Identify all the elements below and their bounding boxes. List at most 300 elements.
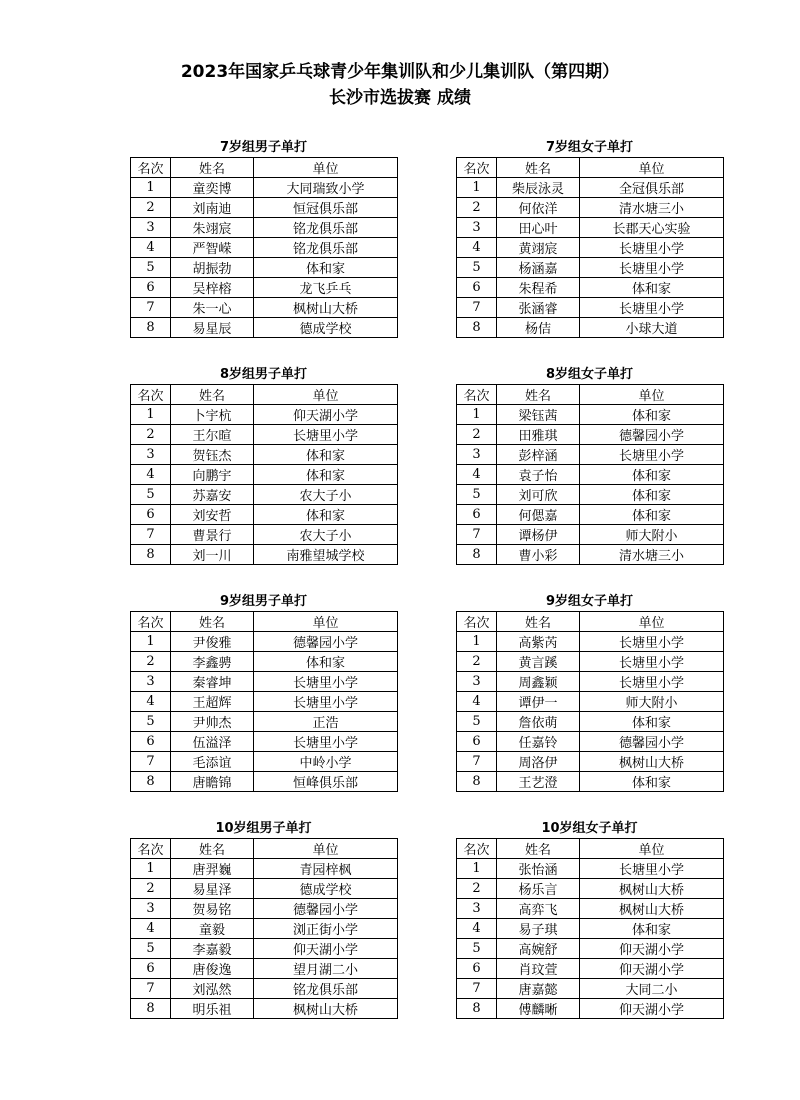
- rank-cell: 2: [457, 879, 497, 899]
- table-row: [457, 445, 724, 465]
- table-row: [131, 652, 398, 672]
- unit-cell: 长塘里小学: [254, 425, 398, 445]
- table-row: [131, 672, 398, 692]
- name-cell: 詹依萌: [497, 712, 580, 732]
- rank-cell: 4: [457, 692, 497, 712]
- unit-header: 单位: [254, 612, 398, 632]
- table-row: [131, 545, 398, 565]
- group-title: 10岁组男子单打: [215, 821, 312, 836]
- rank-cell: 5: [457, 939, 497, 959]
- rank-cell: 3: [457, 218, 497, 238]
- table-row: [457, 318, 724, 338]
- unit-cell: 小球大道: [580, 318, 724, 338]
- table-row: [457, 899, 724, 919]
- table-row: [131, 318, 398, 338]
- rank-cell: 4: [457, 919, 497, 939]
- unit-cell: 体和家: [254, 465, 398, 485]
- unit-cell: 枫树山大桥: [254, 999, 398, 1019]
- name-cell: 杨乐言: [497, 879, 580, 899]
- name-header: 姓名: [171, 839, 254, 859]
- result-table-block: [456, 365, 723, 565]
- name-cell: 傅麟晰: [497, 999, 580, 1019]
- results-table: [130, 157, 398, 338]
- results-table: [456, 157, 724, 338]
- name-cell: 严智嵘: [171, 238, 254, 258]
- table-row: [131, 752, 398, 772]
- table-row: [131, 959, 398, 979]
- results-table: [456, 384, 724, 565]
- unit-cell: 长塘里小学: [580, 652, 724, 672]
- rank-cell: 1: [131, 178, 171, 198]
- name-cell: 张涵睿: [497, 298, 580, 318]
- unit-cell: 长郡天心实验: [580, 218, 724, 238]
- table-row: [131, 979, 398, 999]
- table-row: [131, 465, 398, 485]
- rank-header: 名次: [131, 385, 171, 405]
- unit-cell: 长塘里小学: [254, 692, 398, 712]
- name-cell: 刘泓然: [171, 979, 254, 999]
- unit-cell: 长塘里小学: [580, 445, 724, 465]
- rank-cell: 5: [131, 939, 171, 959]
- name-cell: 张怡涵: [497, 859, 580, 879]
- name-cell: 刘一川: [171, 545, 254, 565]
- rank-cell: 3: [131, 445, 171, 465]
- name-cell: 尹俊雅: [171, 632, 254, 652]
- rank-cell: 1: [457, 859, 497, 879]
- rank-cell: 1: [457, 405, 497, 425]
- unit-cell: 长塘里小学: [254, 672, 398, 692]
- name-cell: 杨佶: [497, 318, 580, 338]
- name-cell: 易星泽: [171, 879, 254, 899]
- name-cell: 秦睿坤: [171, 672, 254, 692]
- unit-cell: 枫树山大桥: [580, 879, 724, 899]
- name-cell: 明乐祖: [171, 999, 254, 1019]
- table-row: [131, 732, 398, 752]
- name-cell: 易子琪: [497, 919, 580, 939]
- unit-cell: 青园梓枫: [254, 859, 398, 879]
- name-cell: 伍溢泽: [171, 732, 254, 752]
- table-row: [457, 525, 724, 545]
- rank-cell: 2: [131, 198, 171, 218]
- rank-cell: 2: [131, 425, 171, 445]
- name-cell: 袁子怡: [497, 465, 580, 485]
- name-header: 姓名: [497, 612, 580, 632]
- result-table-block: [130, 138, 397, 338]
- unit-cell: 长塘里小学: [580, 632, 724, 652]
- unit-cell: 仰天湖小学: [580, 939, 724, 959]
- unit-header: 单位: [580, 612, 724, 632]
- name-cell: 柴辰泳灵: [497, 178, 580, 198]
- table-header-row: [457, 385, 724, 405]
- rank-cell: 4: [131, 238, 171, 258]
- unit-cell: 中岭小学: [254, 752, 398, 772]
- rank-cell: 7: [131, 979, 171, 999]
- result-table-block: [130, 365, 397, 565]
- name-cell: 高弈飞: [497, 899, 580, 919]
- name-cell: 周鑫颖: [497, 672, 580, 692]
- name-cell: 尹帅杰: [171, 712, 254, 732]
- unit-cell: 师大附小: [580, 692, 724, 712]
- unit-cell: 德成学校: [254, 318, 398, 338]
- rank-cell: 8: [457, 545, 497, 565]
- name-cell: 贺易铭: [171, 899, 254, 919]
- name-cell: 卜宇杭: [171, 405, 254, 425]
- rank-cell: 5: [131, 712, 171, 732]
- rank-cell: 7: [131, 525, 171, 545]
- unit-cell: 体和家: [580, 485, 724, 505]
- results-table: [130, 611, 398, 792]
- name-cell: 刘南迪: [171, 198, 254, 218]
- name-cell: 谭杨伊: [497, 525, 580, 545]
- rank-cell: 8: [131, 545, 171, 565]
- rank-header: 名次: [457, 385, 497, 405]
- table-row: [131, 859, 398, 879]
- rank-cell: 7: [457, 752, 497, 772]
- group-title: 9岁组女子单打: [545, 594, 634, 609]
- name-cell: 朱程希: [497, 278, 580, 298]
- group-title: 7岁组女子单打: [545, 140, 634, 155]
- unit-cell: 仰天湖小学: [580, 959, 724, 979]
- table-row: [131, 278, 398, 298]
- table-row: [457, 278, 724, 298]
- rank-cell: 5: [457, 485, 497, 505]
- table-row: [457, 999, 724, 1019]
- table-header-row: [131, 839, 398, 859]
- table-row: [457, 772, 724, 792]
- unit-cell: 恒峰俱乐部: [254, 772, 398, 792]
- rank-cell: 6: [131, 278, 171, 298]
- table-row: [131, 772, 398, 792]
- rank-cell: 2: [457, 425, 497, 445]
- unit-cell: 仰天湖小学: [254, 939, 398, 959]
- rank-cell: 6: [457, 959, 497, 979]
- name-cell: 任嘉铃: [497, 732, 580, 752]
- table-row: [131, 405, 398, 425]
- name-cell: 胡振勃: [171, 258, 254, 278]
- unit-cell: 铭龙俱乐部: [254, 238, 398, 258]
- unit-header: 单位: [580, 158, 724, 178]
- name-cell: 王超辉: [171, 692, 254, 712]
- table-row: [131, 445, 398, 465]
- table-row: [457, 218, 724, 238]
- results-table: [130, 384, 398, 565]
- unit-cell: 体和家: [580, 505, 724, 525]
- page-subtitle: 长沙市选拔赛 成绩: [329, 88, 471, 108]
- unit-cell: 清水塘三小: [580, 545, 724, 565]
- name-cell: 肖玟萱: [497, 959, 580, 979]
- unit-header: 单位: [254, 385, 398, 405]
- table-row: [457, 632, 724, 652]
- rank-cell: 2: [131, 879, 171, 899]
- table-row: [457, 939, 724, 959]
- rank-cell: 8: [131, 999, 171, 1019]
- rank-cell: 6: [131, 959, 171, 979]
- name-header: 姓名: [497, 385, 580, 405]
- result-table-block: [130, 819, 397, 1019]
- name-cell: 周洛伊: [497, 752, 580, 772]
- rank-cell: 2: [131, 652, 171, 672]
- rank-cell: 7: [131, 298, 171, 318]
- rank-cell: 3: [131, 218, 171, 238]
- table-header-row: [457, 158, 724, 178]
- result-table-block: [456, 819, 723, 1019]
- rank-cell: 1: [457, 632, 497, 652]
- name-cell: 唐羿巍: [171, 859, 254, 879]
- unit-cell: 铭龙俱乐部: [254, 218, 398, 238]
- rank-cell: 8: [131, 772, 171, 792]
- name-cell: 杨涵嘉: [497, 258, 580, 278]
- name-cell: 唐嘉懿: [497, 979, 580, 999]
- rank-cell: 8: [457, 999, 497, 1019]
- rank-cell: 6: [457, 732, 497, 752]
- unit-cell: 大同二小: [580, 979, 724, 999]
- unit-cell: 正浩: [254, 712, 398, 732]
- table-row: [131, 712, 398, 732]
- unit-cell: 体和家: [580, 919, 724, 939]
- unit-cell: 枫树山大桥: [580, 752, 724, 772]
- table-row: [131, 692, 398, 712]
- name-cell: 童奕博: [171, 178, 254, 198]
- group-title: 9岁组男子单打: [219, 594, 308, 609]
- unit-cell: 恒冠俱乐部: [254, 198, 398, 218]
- table-row: [457, 485, 724, 505]
- rank-header: 名次: [457, 158, 497, 178]
- name-cell: 彭梓涵: [497, 445, 580, 465]
- table-header-row: [131, 385, 398, 405]
- unit-cell: 长塘里小学: [580, 238, 724, 258]
- unit-header: 单位: [254, 158, 398, 178]
- name-cell: 童毅: [171, 919, 254, 939]
- name-cell: 何依洋: [497, 198, 580, 218]
- table-row: [457, 692, 724, 712]
- unit-cell: 体和家: [254, 505, 398, 525]
- table-row: [457, 238, 724, 258]
- table-header-row: [131, 158, 398, 178]
- group-title: 8岁组女子单打: [545, 367, 634, 382]
- unit-header: 单位: [580, 839, 724, 859]
- unit-cell: 龙飞乒乓: [254, 278, 398, 298]
- name-cell: 唐俊逸: [171, 959, 254, 979]
- name-header: 姓名: [497, 839, 580, 859]
- table-row: [457, 298, 724, 318]
- table-row: [457, 652, 724, 672]
- rank-cell: 5: [131, 258, 171, 278]
- rank-cell: 2: [457, 652, 497, 672]
- unit-header: 单位: [580, 385, 724, 405]
- unit-cell: 体和家: [254, 258, 398, 278]
- rank-header: 名次: [457, 612, 497, 632]
- results-table: [456, 611, 724, 792]
- unit-cell: 仰天湖小学: [254, 405, 398, 425]
- table-row: [131, 939, 398, 959]
- name-cell: 曹小彩: [497, 545, 580, 565]
- unit-cell: 德馨园小学: [580, 732, 724, 752]
- table-row: [131, 999, 398, 1019]
- unit-cell: 体和家: [254, 652, 398, 672]
- unit-cell: 铭龙俱乐部: [254, 979, 398, 999]
- unit-cell: 师大附小: [580, 525, 724, 545]
- rank-cell: 2: [457, 198, 497, 218]
- unit-cell: 农大子小: [254, 525, 398, 545]
- result-table-block: [456, 592, 723, 792]
- rank-cell: 4: [457, 465, 497, 485]
- name-cell: 高紫芮: [497, 632, 580, 652]
- name-header: 姓名: [171, 385, 254, 405]
- table-row: [131, 298, 398, 318]
- table-row: [457, 879, 724, 899]
- rank-cell: 7: [457, 979, 497, 999]
- table-row: [131, 525, 398, 545]
- name-header: 姓名: [171, 158, 254, 178]
- table-row: [131, 198, 398, 218]
- unit-cell: 长塘里小学: [580, 298, 724, 318]
- unit-cell: 体和家: [254, 445, 398, 465]
- table-row: [457, 752, 724, 772]
- table-row: [131, 505, 398, 525]
- unit-cell: 南雅望城学校: [254, 545, 398, 565]
- table-row: [131, 899, 398, 919]
- rank-cell: 1: [131, 405, 171, 425]
- table-row: [457, 465, 724, 485]
- table-row: [131, 425, 398, 445]
- table-row: [131, 218, 398, 238]
- table-row: [457, 732, 724, 752]
- table-header-row: [457, 612, 724, 632]
- unit-cell: 体和家: [580, 278, 724, 298]
- unit-cell: 大同瑞致小学: [254, 178, 398, 198]
- result-table-block: [130, 592, 397, 792]
- rank-cell: 6: [457, 278, 497, 298]
- rank-cell: 3: [457, 899, 497, 919]
- unit-cell: 农大子小: [254, 485, 398, 505]
- unit-cell: 体和家: [580, 405, 724, 425]
- unit-cell: 德馨园小学: [254, 632, 398, 652]
- table-header-row: [131, 612, 398, 632]
- name-header: 姓名: [171, 612, 254, 632]
- unit-cell: 德成学校: [254, 879, 398, 899]
- table-row: [131, 632, 398, 652]
- table-row: [457, 545, 724, 565]
- name-cell: 高婉舒: [497, 939, 580, 959]
- rank-cell: 6: [131, 505, 171, 525]
- unit-cell: 体和家: [580, 465, 724, 485]
- name-cell: 梁钰茜: [497, 405, 580, 425]
- name-cell: 何偲嘉: [497, 505, 580, 525]
- name-cell: 王艺澄: [497, 772, 580, 792]
- name-cell: 田雅琪: [497, 425, 580, 445]
- rank-cell: 5: [131, 485, 171, 505]
- table-row: [457, 859, 724, 879]
- table-row: [457, 258, 724, 278]
- name-cell: 苏嘉安: [171, 485, 254, 505]
- name-cell: 唐瞻锦: [171, 772, 254, 792]
- rank-cell: 3: [457, 445, 497, 465]
- table-row: [457, 178, 724, 198]
- rank-cell: 8: [457, 318, 497, 338]
- name-cell: 刘可欣: [497, 485, 580, 505]
- rank-cell: 4: [457, 238, 497, 258]
- table-row: [457, 425, 724, 445]
- rank-cell: 7: [131, 752, 171, 772]
- name-cell: 黄翊宸: [497, 238, 580, 258]
- rank-cell: 7: [457, 298, 497, 318]
- rank-header: 名次: [131, 158, 171, 178]
- name-cell: 李鑫骋: [171, 652, 254, 672]
- rank-cell: 4: [131, 919, 171, 939]
- results-table: [130, 838, 398, 1019]
- unit-cell: 长塘里小学: [580, 859, 724, 879]
- rank-cell: 7: [457, 525, 497, 545]
- table-row: [131, 485, 398, 505]
- unit-cell: 望月湖二小: [254, 959, 398, 979]
- name-cell: 田心叶: [497, 218, 580, 238]
- name-cell: 向鹏宇: [171, 465, 254, 485]
- rank-cell: 3: [131, 672, 171, 692]
- unit-cell: 枫树山大桥: [254, 298, 398, 318]
- unit-cell: 枫树山大桥: [580, 899, 724, 919]
- rank-header: 名次: [457, 839, 497, 859]
- rank-cell: 4: [131, 692, 171, 712]
- unit-cell: 德馨园小学: [254, 899, 398, 919]
- name-cell: 毛添谊: [171, 752, 254, 772]
- rank-cell: 4: [131, 465, 171, 485]
- rank-cell: 5: [457, 712, 497, 732]
- table-row: [457, 979, 724, 999]
- table-row: [457, 198, 724, 218]
- table-row: [457, 672, 724, 692]
- name-cell: 朱翊宸: [171, 218, 254, 238]
- rank-cell: 1: [131, 859, 171, 879]
- table-row: [131, 238, 398, 258]
- name-header: 姓名: [497, 158, 580, 178]
- rank-cell: 8: [131, 318, 171, 338]
- rank-cell: 6: [131, 732, 171, 752]
- unit-cell: 清水塘三小: [580, 198, 724, 218]
- name-cell: 易星辰: [171, 318, 254, 338]
- rank-cell: 6: [457, 505, 497, 525]
- name-cell: 谭伊一: [497, 692, 580, 712]
- table-row: [457, 712, 724, 732]
- table-row: [457, 919, 724, 939]
- unit-cell: 全冠俱乐部: [580, 178, 724, 198]
- rank-cell: 8: [457, 772, 497, 792]
- unit-cell: 仰天湖小学: [580, 999, 724, 1019]
- name-cell: 李嘉毅: [171, 939, 254, 959]
- unit-cell: 长塘里小学: [254, 732, 398, 752]
- name-cell: 曹景行: [171, 525, 254, 545]
- rank-cell: 5: [457, 258, 497, 278]
- table-row: [457, 959, 724, 979]
- rank-cell: 1: [131, 632, 171, 652]
- name-cell: 朱一心: [171, 298, 254, 318]
- unit-header: 单位: [254, 839, 398, 859]
- name-cell: 王尔暄: [171, 425, 254, 445]
- group-title: 8岁组男子单打: [219, 367, 308, 382]
- rank-cell: 3: [457, 672, 497, 692]
- rank-header: 名次: [131, 839, 171, 859]
- unit-cell: 长塘里小学: [580, 258, 724, 278]
- unit-cell: 长塘里小学: [580, 672, 724, 692]
- table-row: [131, 919, 398, 939]
- table-row: [131, 879, 398, 899]
- table-header-row: [457, 839, 724, 859]
- group-title: 10岁组女子单打: [541, 821, 638, 836]
- rank-cell: 1: [457, 178, 497, 198]
- unit-cell: 德馨园小学: [580, 425, 724, 445]
- name-cell: 黄言蹊: [497, 652, 580, 672]
- name-cell: 吴梓榕: [171, 278, 254, 298]
- page-title: 2023年国家乒乓球青少年集训队和少儿集训队（第四期）: [180, 62, 620, 82]
